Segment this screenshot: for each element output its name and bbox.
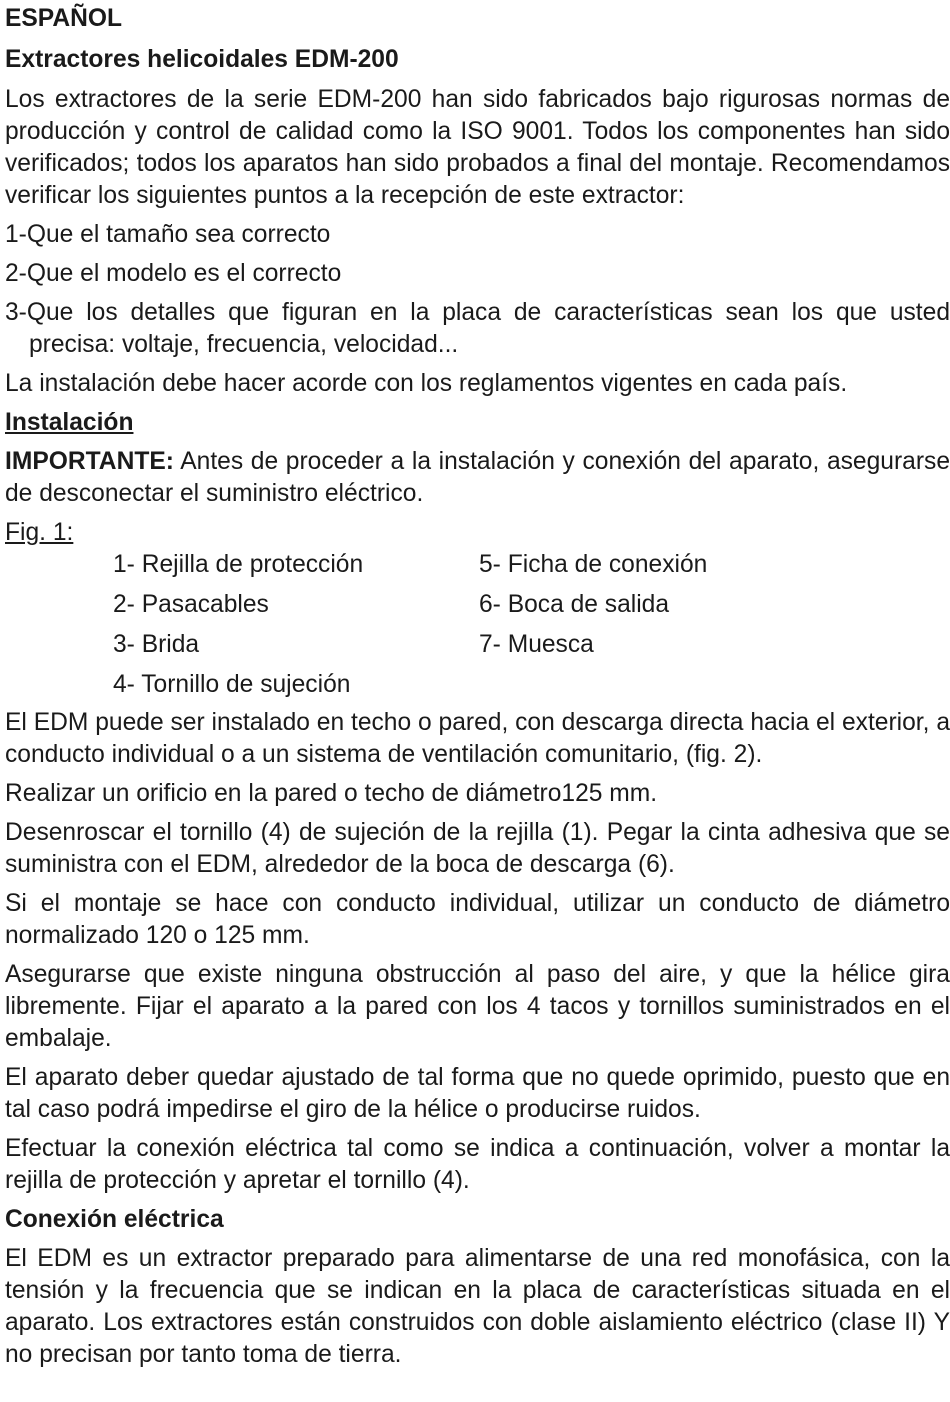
installation-paragraph: Realizar un orificio en la pared o techo de diámetro125 mm. (5, 780, 658, 807)
checklist-item: 3-Que los detalles que figuran en la placa de características sean los que usted precisa: voltaje, frecuencia, velocidad... (5, 299, 950, 358)
legend-item: 2- Pasacables (113, 591, 269, 618)
installation-paragraph: Si el montaje se hace con conducto individual, utilizar un conducto de diámetro normalizado 120 o 125 mm. (5, 890, 950, 949)
regulation-note: La instalación debe hacer acorde con los reglamentos vigentes en cada país. (5, 370, 848, 397)
figure-legend (113, 549, 950, 701)
installation-paragraph: El aparato deber quedar ajustado de tal forma que no quede oprimido, puesto que en tal caso podrá impedirse el giro de la hélice o producirse ruidos. (5, 1064, 950, 1123)
installation-paragraph: El EDM puede ser instalado en techo o pared, con descarga directa hacia el exterior, a conducto individual o a un sistema de ventilación comunitario, (fig. 2). (5, 709, 950, 768)
intro-paragraph: Los extractores de la serie EDM-200 han sido fabricados bajo rigurosas normas de producción y control de calidad como la ISO 9001. Todos los componentes han sido verificados; todos los aparatos han sido probados a final del montaje. Recomendamos verificar los siguientes puntos a la recepción de este extractor: (5, 86, 950, 209)
important-label: IMPORTANTE: (5, 448, 174, 475)
important-notice (5, 446, 950, 510)
figure-label: Fig. 1: (5, 519, 74, 546)
legend-item: 1- Rejilla de protección (113, 551, 364, 578)
installation-paragraph: Efectuar la conexión eléctrica tal como se indica a continuación, volver a montar la rejilla de protección y apretar el tornillo (4). (5, 1135, 950, 1194)
electrical-paragraph: El EDM es un extractor preparado para alimentarse de una red monofásica, con la tensión y la frecuencia que se indican en la placa de características situada en el aparato. Los extractores están construidos con doble aislamiento eléctrico (clase II) Y no precisan por tanto toma de tierra. (5, 1245, 950, 1368)
legend-empty (479, 669, 879, 701)
electrical-heading: Conexión eléctrica (5, 1206, 224, 1233)
checklist-item: 2-Que el modelo es el correcto (5, 260, 342, 287)
legend-item: 7- Muesca (479, 631, 594, 658)
important-text: Antes de proceder a la instalación y conexión del aparato, asegurarse de desconectar el suministro eléctrico. (5, 448, 950, 507)
legend-item: 5- Ficha de conexión (479, 551, 708, 578)
installation-paragraph: Desenroscar el tornillo (4) de sujeción de la rejilla (1). Pegar la cinta adhesiva que se suministra con el EDM, alrededor de la boca de descarga (6). (5, 819, 950, 878)
checklist (5, 219, 950, 361)
checklist-item: 1-Que el tamaño sea correcto (5, 221, 331, 248)
language-label: ESPAÑOL (5, 5, 123, 32)
installation-heading: Instalación (5, 409, 134, 436)
legend-item: 6- Boca de salida (479, 591, 670, 618)
legend-item: 4- Tornillo de sujeción (113, 671, 351, 698)
legend-item: 3- Brida (113, 631, 200, 658)
installation-paragraph: Asegurarse que existe ninguna obstrucción al paso del aire, y que la hélice gira libremente. Fijar el aparato a la pared con los 4 tacos y tornillos suministrados en el embalaje. (5, 961, 950, 1052)
document-title: Extractores helicoidales EDM-200 (5, 46, 399, 73)
